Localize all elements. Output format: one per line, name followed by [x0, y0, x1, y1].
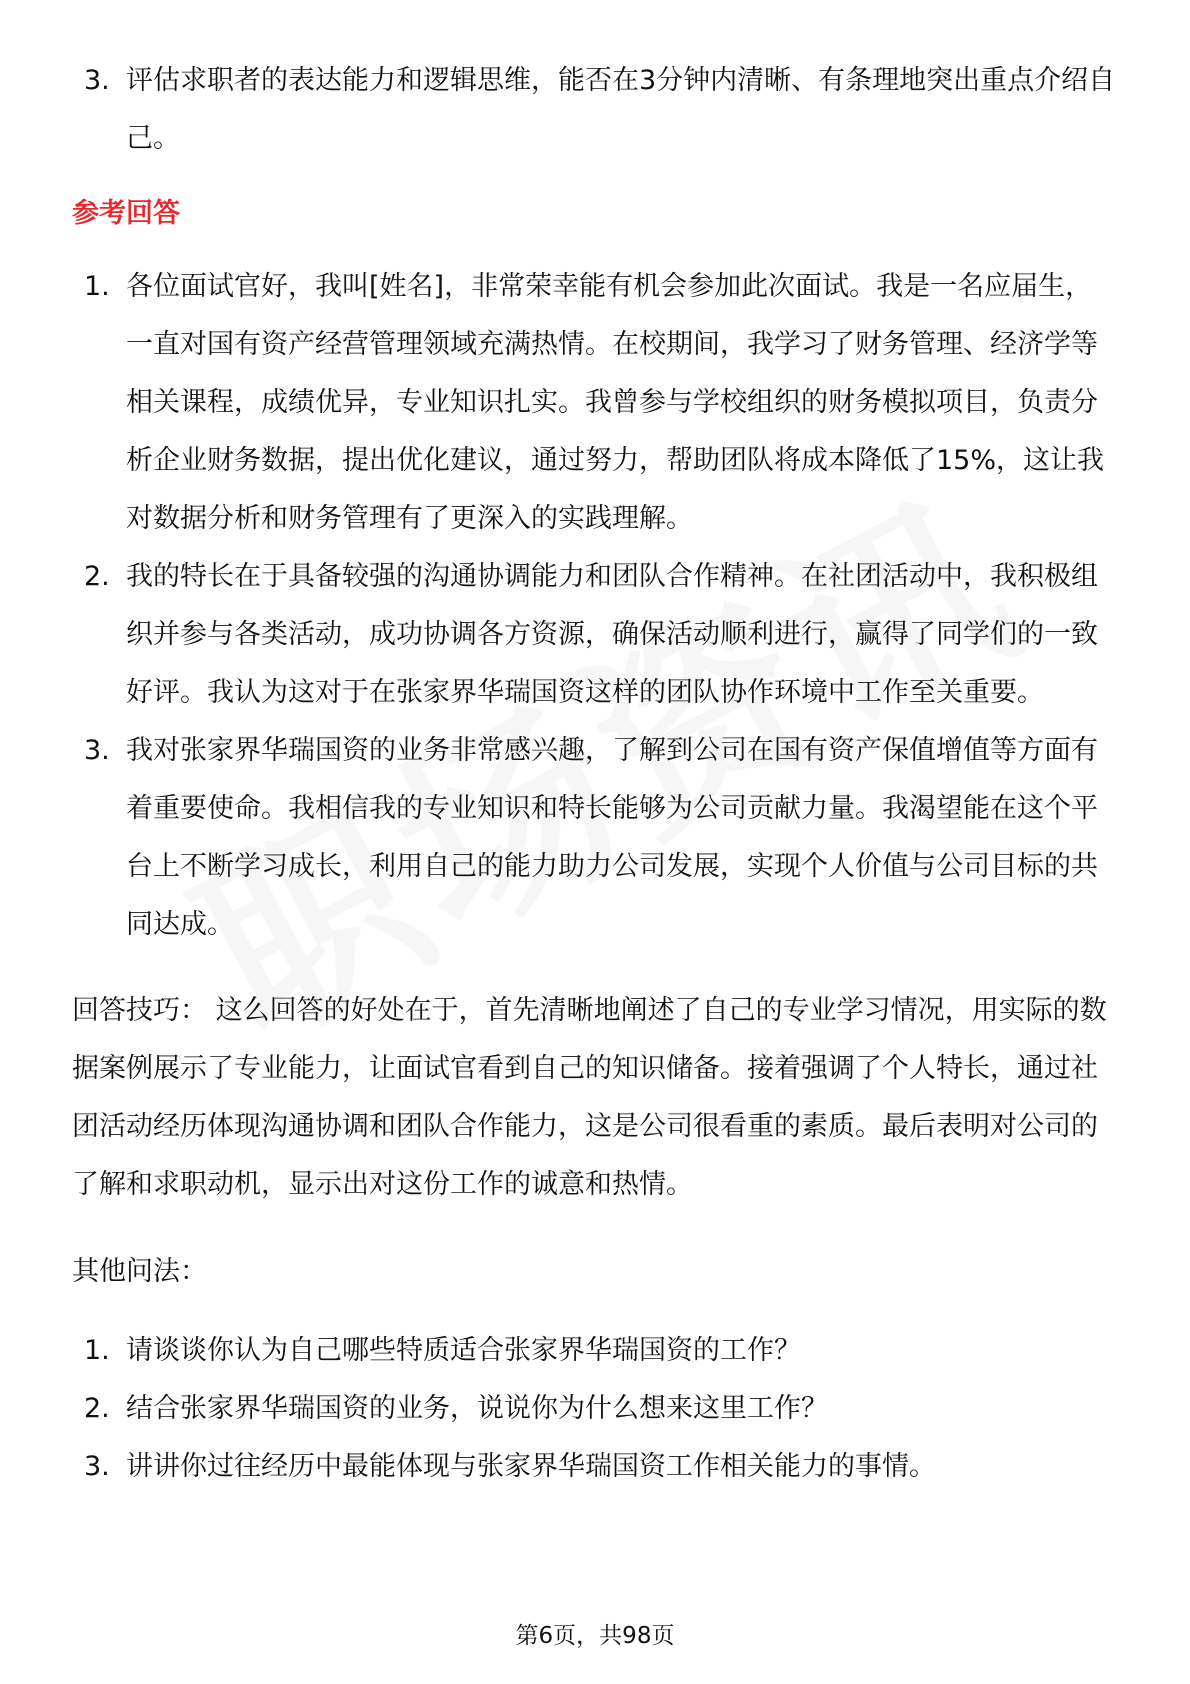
list-item-number: 1. — [84, 271, 110, 302]
list-item-text: 讲讲你过往经历中最能体现与张家界华瑞国资工作相关能力的事情。 — [126, 1451, 936, 1482]
list-item-number: 3. — [84, 65, 110, 96]
list-item-number: 2. — [84, 561, 110, 592]
list-item-text: 请谈谈你认为自己哪些特质适合张家界华瑞国资的工作？ — [126, 1335, 801, 1366]
list-item-text: 我的特长在于具备较强的沟通协调能力和团队合作精神。在社团活动中，我积极组织并参与各类活动，成功协调各方资源，确保活动顺利进行，赢得了同学们的一致好评。我认为这对于在张家界华瑞国资这样的团队协作环境中工作至关重要。 — [126, 561, 1098, 708]
list-item-text: 结合张家界华瑞国资的业务，说说你为什么想来这里工作？ — [126, 1393, 828, 1424]
list-item — [72, 52, 1118, 168]
list-item-text: 评估求职者的表达能力和逻辑思维，能否在3分钟内清晰、有条理地突出重点介绍自己。 — [126, 65, 1116, 154]
list-item-text: 我对张家界华瑞国资的业务非常感兴趣，了解到公司在国有资产保值增值等方面有着重要使命。我相信我的专业知识和特长能够为公司贡献力量。我渴望能在这个平台上不断学习成长，利用自己的能力助力公司发展，实现个人价值与公司目标的共同达成。 — [126, 735, 1098, 940]
list-item — [72, 1438, 1118, 1496]
other-questions-heading: 其他问法： — [72, 1256, 207, 1287]
list-item-number: 1. — [84, 1335, 110, 1366]
list-item — [72, 1380, 1118, 1438]
page-number-footer: 第6页，共98页 — [515, 1623, 675, 1649]
list-item — [72, 722, 1118, 954]
answer-list — [72, 258, 1118, 954]
list-item-number: 3. — [84, 1451, 110, 1482]
list-item-number: 2. — [84, 1393, 110, 1424]
list-item-number: 3. — [84, 735, 110, 766]
answer-tip-paragraph: 回答技巧： 这么回答的好处在于，首先清晰地阐述了自己的专业学习情况，用实际的数据案例展示了专业能力，让面试官看到自己的知识储备。接着强调了个人特长，通过社团活动经历体现沟通协调和团队合作能力，这是公司很看重的素质。最后表明对公司的了解和求职动机，显示出对这份工作的诚意和热情。 — [72, 995, 1107, 1200]
list-item — [72, 258, 1118, 548]
list-item-text: 各位面试官好，我叫[姓名]，非常荣幸能有机会参加此次面试。我是一名应届生，一直对国有资产经营管理领域充满热情。在校期间，我学习了财务管理、经济学等相关课程，成绩优异，专业知识扎实。我曾参与学校组织的财务模拟项目，负责分析企业财务数据，提出优化建议，通过努力，帮助团队将成本降低了15%，这让我对数据分析和财务管理有了更深入的实践理解。 — [126, 271, 1105, 534]
intro-list — [72, 52, 1118, 168]
answer-section-heading: 参考回答 — [72, 198, 180, 229]
page-content — [72, 52, 1118, 1496]
list-item — [72, 548, 1118, 722]
list-item — [72, 1322, 1118, 1380]
other-questions-list — [72, 1322, 1118, 1496]
